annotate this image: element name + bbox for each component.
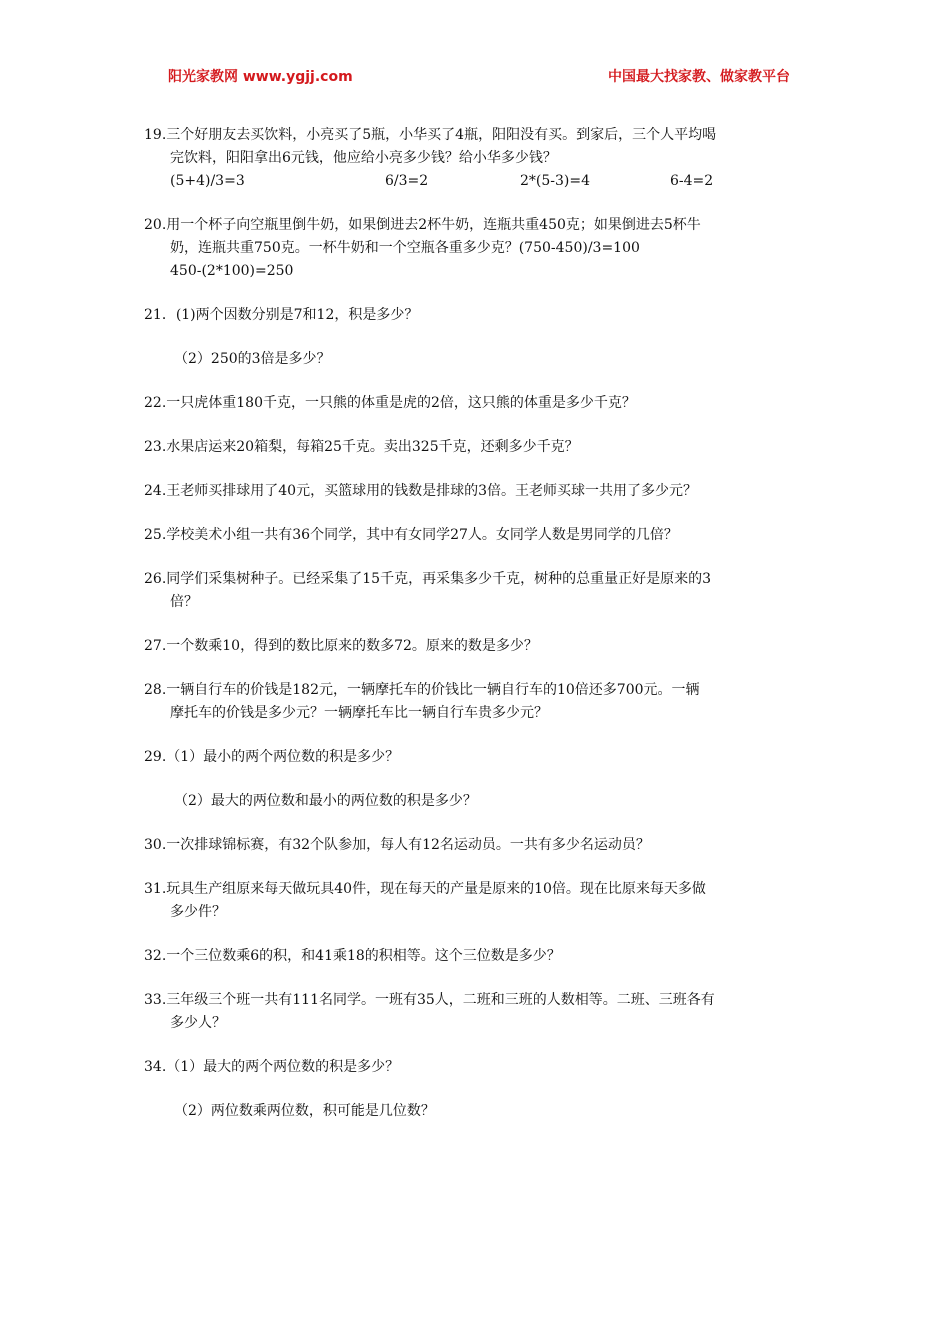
- question-32: [144, 945, 812, 968]
- question-33-line-2: 多少人？: [170, 1015, 226, 1031]
- question-20-line-2: 奶，连瓶共重750克。一杯牛奶和一个空瓶各重多少克？(750-450)/3=100: [170, 240, 640, 256]
- question-23-text: 23.水果店运来20箱梨，每箱25千克。卖出325千克，还剩多少千克？: [144, 439, 579, 455]
- header-slogan: 中国最大找家教、做家教平台: [608, 69, 790, 85]
- question-25-text: 25.学校美术小组一共有36个同学，其中有女同学27人。女同学人数是男同学的几倍？: [144, 527, 678, 543]
- question-33: [144, 989, 812, 1035]
- question-19-formulas: [144, 170, 812, 193]
- question-20-line-3: 450-(2*100)=250: [170, 263, 294, 279]
- question-27-text: 27.一个数乘10，得到的数比原来的数多72。原来的数是多少？: [144, 638, 538, 654]
- question-19: [144, 124, 812, 193]
- question-23: [144, 436, 812, 459]
- question-34-line-1: 34.（1）最大的两个两位数的积是多少？: [144, 1059, 400, 1075]
- question-21-line-2: （2）250的3倍是多少？: [174, 351, 331, 367]
- question-28: [144, 679, 812, 725]
- question-28-line-1: 28.一辆自行车的价钱是182元，一辆摩托车的价钱比一辆自行车的10倍还多700元。一辆: [144, 682, 700, 698]
- question-30-text: 30.一次排球锦标赛，有32个队参加，每人有12名运动员。一共有多少名运动员？: [144, 837, 650, 853]
- formula-3: 2*(5-3)=4: [520, 173, 591, 189]
- question-34: [144, 1056, 812, 1079]
- question-24-text: 24.王老师买排球用了40元，买篮球用的钱数是排球的3倍。王老师买球一共用了多少元？: [144, 483, 697, 499]
- question-26: [144, 568, 812, 614]
- question-19-line-2: 完饮料，阳阳拿出6元钱，他应给小亮多少钱？给小华多少钱？: [170, 150, 557, 166]
- header-site-name: 阳光家教网 www.ygjj.com: [168, 69, 353, 85]
- question-26-line-2: 倍？: [170, 594, 198, 610]
- question-20: [144, 214, 812, 283]
- question-22: [144, 392, 812, 415]
- question-33-line-1: 33.三年级三个班一共有111名同学。一班有35人，二班和三班的人数相等。二班、三班各有: [144, 992, 715, 1008]
- question-27: [144, 635, 812, 658]
- formula-2: 6/3=2: [385, 173, 429, 189]
- question-21-part-2: [144, 348, 812, 371]
- formula-4: 6-4=2: [670, 173, 714, 189]
- question-22-text: 22.一只虎体重180千克，一只熊的体重是虎的2倍，这只熊的体重是多少千克？: [144, 395, 636, 411]
- question-20-line-1: 20.用一个杯子向空瓶里倒牛奶，如果倒进去2杯牛奶，连瓶共重450克；如果倒进去5杯牛: [144, 217, 701, 233]
- question-29-part-2: [144, 790, 812, 813]
- question-31-line-1: 31.玩具生产组原来每天做玩具40件，现在每天的产量是原来的10倍。现在比原来每天多做: [144, 881, 706, 897]
- question-25: [144, 524, 812, 547]
- question-34-part-2: [144, 1100, 812, 1123]
- question-32-text: 32.一个三位数乘6的积，和41乘18的积相等。这个三位数是多少？: [144, 948, 561, 964]
- question-21-line-1: 21．(1)两个因数分别是7和12，积是多少？: [144, 307, 419, 323]
- question-24: [144, 480, 812, 503]
- question-26-line-1: 26.同学们采集树种子。已经采集了15千克，再采集多少千克，树种的总重量正好是原来的3: [144, 571, 711, 587]
- question-29: [144, 746, 812, 769]
- formula-1: (5+4)/3=3: [170, 173, 245, 189]
- question-31-line-2: 多少件？: [170, 904, 226, 920]
- question-30: [144, 834, 812, 857]
- question-21: [144, 304, 812, 327]
- question-28-line-2: 摩托车的价钱是多少元？一辆摩托车比一辆自行车贵多少元？: [170, 705, 548, 721]
- page-header: [168, 66, 790, 88]
- question-19-line-1: 19.三个好朋友去买饮料，小亮买了5瓶，小华买了4瓶，阳阳没有买。到家后，三个人平均喝: [144, 127, 717, 143]
- question-29-line-2: （2）最大的两位数和最小的两位数的积是多少？: [174, 793, 477, 809]
- question-list: [144, 124, 812, 1144]
- question-29-line-1: 29.（1）最小的两个两位数的积是多少？: [144, 749, 400, 765]
- question-31: [144, 878, 812, 924]
- question-34-line-2: （2）两位数乘两位数，积可能是几位数？: [174, 1103, 435, 1119]
